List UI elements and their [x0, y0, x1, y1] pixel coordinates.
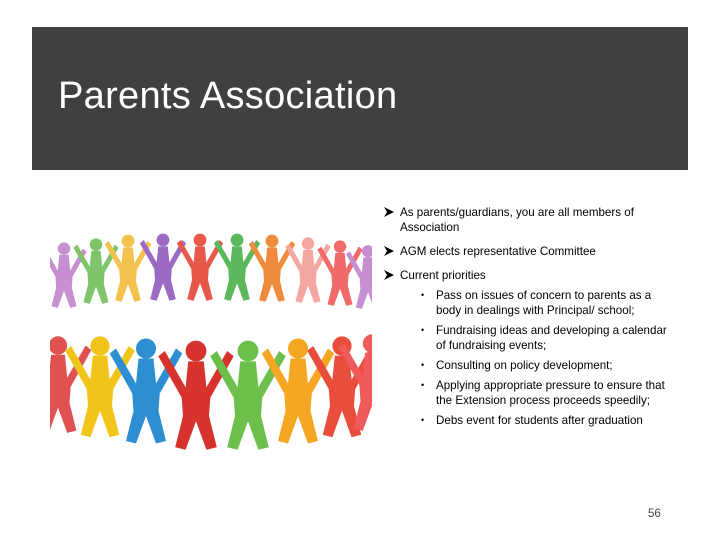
dot-bullet-icon: •	[421, 290, 425, 300]
arrow-bullet-icon	[383, 245, 395, 257]
page-number: 56	[648, 508, 661, 520]
sub-bullet-item	[383, 413, 673, 428]
bullet-item	[383, 268, 673, 428]
paper-figure-front	[65, 336, 135, 437]
paper-people-chain-image	[50, 210, 372, 460]
arrow-bullet-icon	[383, 269, 395, 281]
sub-bullet-list	[383, 288, 673, 428]
title-band	[32, 27, 688, 170]
sub-bullet-text: Applying appropriate pressure to ensure that the Extension process proceeds speedily;	[436, 379, 665, 407]
sub-bullet-item	[383, 378, 673, 408]
sub-bullet-text: Pass on issues of concern to parents as a body in dealings with Principal/ school;	[436, 289, 652, 317]
sub-bullet-item	[383, 358, 673, 373]
paper-figure-front	[262, 339, 335, 444]
bullet-item	[383, 205, 673, 235]
bullet-content	[383, 205, 673, 437]
arrow-bullet-icon	[383, 206, 395, 218]
dot-bullet-icon: •	[421, 380, 425, 390]
dot-bullet-icon: •	[421, 360, 425, 370]
paper-figure-front	[210, 341, 285, 450]
bullet-text: Current priorities	[400, 269, 486, 282]
sub-bullet-item	[383, 288, 673, 318]
bullet-text: As parents/guardians, you are all members of Association	[400, 206, 634, 234]
paper-figure-front	[110, 339, 183, 444]
slide-title: Parents Association	[58, 75, 398, 117]
bullet-item	[383, 244, 673, 259]
sub-bullet-text: Debs event for students after graduation	[436, 414, 643, 427]
bullet-list	[383, 205, 673, 428]
paper-figure-front	[158, 341, 233, 450]
dot-bullet-icon: •	[421, 325, 425, 335]
sub-bullet-text: Fundraising ideas and developing a calendar of fundraising events;	[436, 324, 667, 352]
dot-bullet-icon: •	[421, 415, 425, 425]
sub-bullet-text: Consulting on policy development;	[436, 359, 613, 372]
sub-bullet-item	[383, 323, 673, 353]
bullet-text: AGM elects representative Committee	[400, 245, 596, 258]
